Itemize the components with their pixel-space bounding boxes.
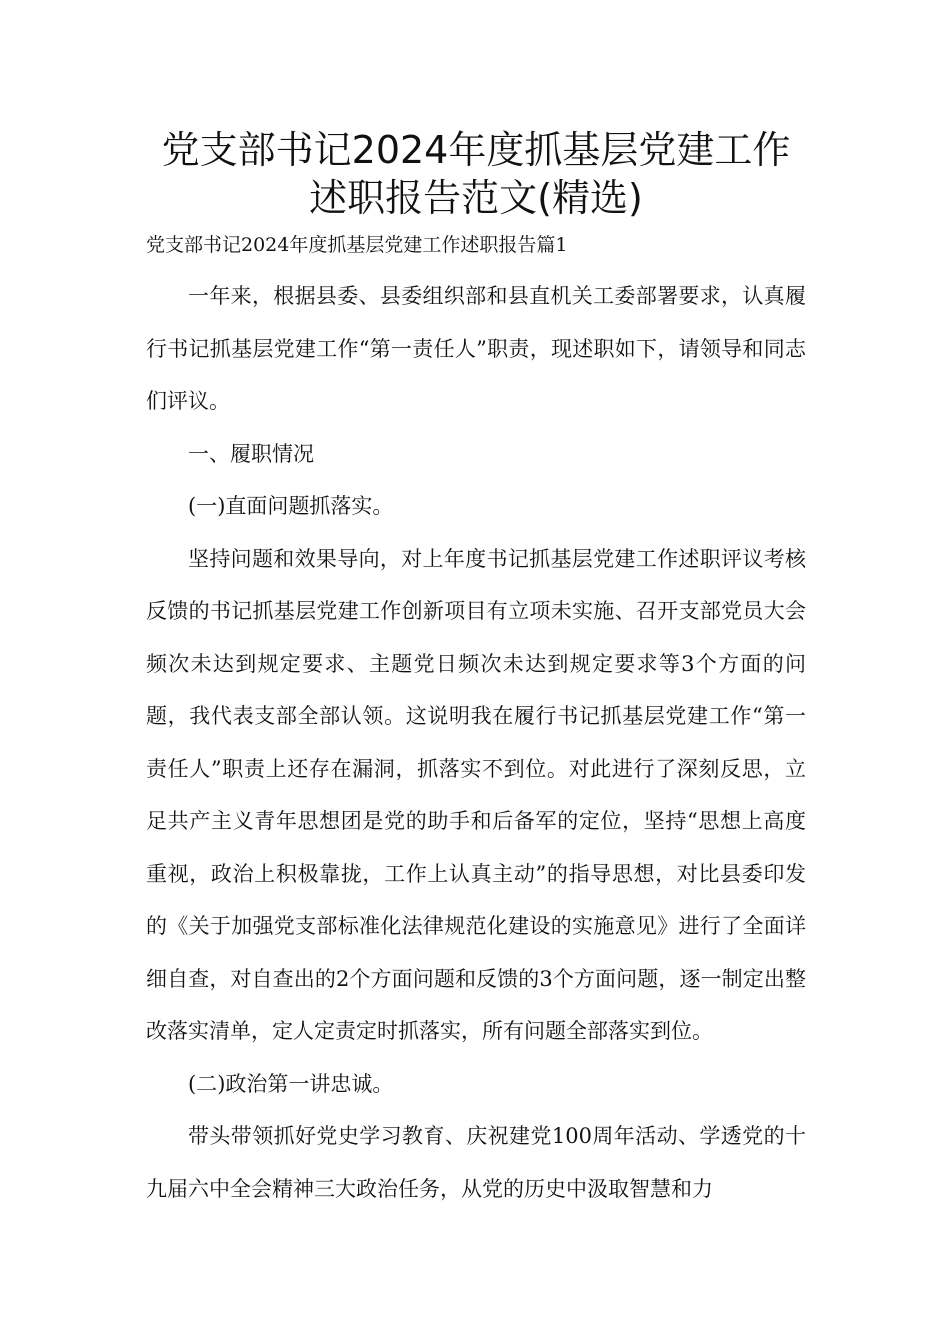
subsection-body-1: 坚持问题和效果导向，对上年度书记抓基层党建工作述职评议考核反馈的书记抓基层党建工作创新项目有立项未实施、召开支部党员大会频次未达到规定要求、主题党日频次未达到规定要求等3个方面的问题，我代表支部全部认领。这说明我在履行书记抓基层党建工作“第一责任人”职责上还存在漏洞，抓落实不到位。对此进行了深刻反思，立足共产主义青年思想团是党的助手和后备军的定位，坚持“思想上高度重视，政治上积极靠拢，工作上认真主动”的指导思想，对比县委印发的《关于加强党支部标准化法律规范化建设的实施意见》进行了全面详细自查，对自查出的2个方面问题和反馈的3个方面问题，逐一制定出整改落实清单，定人定责定时抓落实，所有问题全部落实到位。 <box>146 546 806 1043</box>
document-page <box>146 126 806 1215</box>
section-heading: 一、履职情况 <box>188 441 314 466</box>
subsection-heading-1: (一)直面问题抓落实。 <box>188 494 394 518</box>
subsection-body-2: 带头带领抓好党史学习教育、庆祝建党100周年活动、学透党的十九届六中全会精神三大政治任务，从党的历史中汲取智慧和力 <box>146 1124 806 1201</box>
subsection-heading-2: (二)政治第一讲忠诚。 <box>188 1071 394 1096</box>
title-line-1: 党支部书记2024年度抓基层党建工作 <box>161 128 791 172</box>
document-title <box>146 126 806 222</box>
article-subtitle: 党支部书记2024年度抓基层党建工作述职报告篇1 <box>146 234 568 256</box>
title-line-2: 述职报告范文(精选) <box>309 176 643 220</box>
intro-paragraph: 一年来，根据县委、县委组织部和县直机关工委部署要求，认真履行书记抓基层党建工作“第一责任人”职责，现述职如下，请领导和同志们评议。 <box>146 284 806 413</box>
